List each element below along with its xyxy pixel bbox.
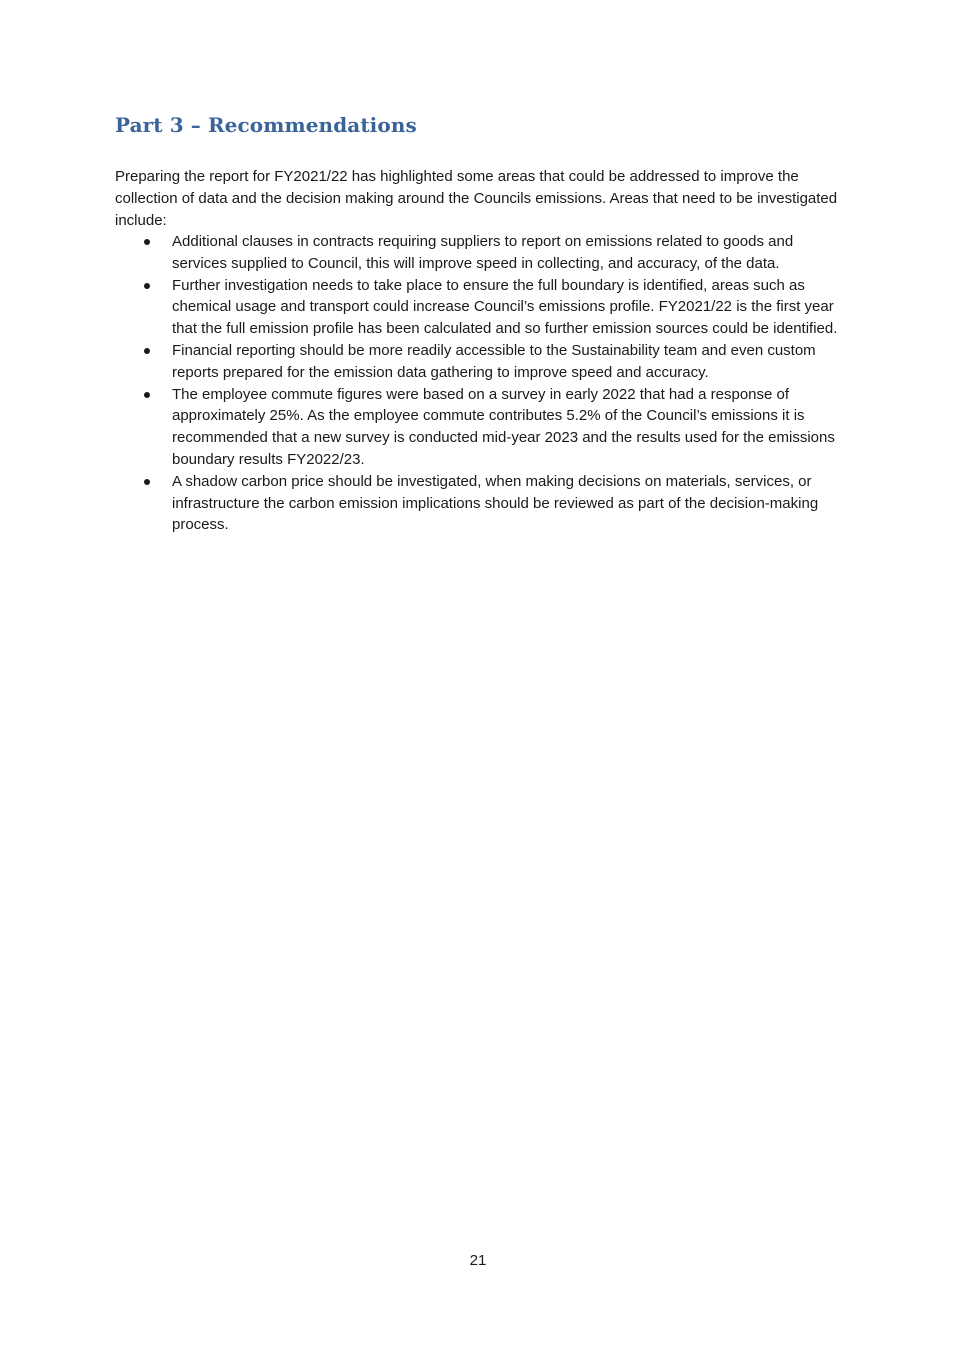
list-item xyxy=(115,384,845,471)
list-item xyxy=(115,231,845,275)
bullet-icon xyxy=(144,392,150,398)
list-item xyxy=(115,340,845,384)
page-number: 21 xyxy=(469,1252,487,1269)
list-item-text: Additional clauses in contracts requiring suppliers to report on emissions related to goods and services supplied to Council, this will improve speed in collecting, and accuracy, of the data. xyxy=(172,233,794,272)
list-item xyxy=(115,275,845,340)
intro-paragraph: Preparing the report for FY2021/22 has highlighted some areas that could be addressed to improve the collection of data and the decision making around the Councils emissions. Areas that need to be investigated include: xyxy=(115,168,838,229)
list-item-text: Further investigation needs to take place to ensure the full boundary is identified, areas such as chemical usage and transport could increase Council’s emissions profile. FY2021/22 is the first year that the full emission profile has been calculated and so further emission sources could be identified. xyxy=(172,276,838,338)
list-item-text: The employee commute figures were based on a survey in early 2022 that had a response of approximately 25%. As the employee commute contributes 5.2% of the Council’s emissions it is recommended that a new survey is conducted mid-year 2023 and the results used for the emissions boundary results FY2022/23. xyxy=(172,385,835,468)
list-item-text: Financial reporting should be more readily accessible to the Sustainability team and even custom reports prepared for the emission data gathering to improve speed and accuracy. xyxy=(172,341,816,381)
list-item xyxy=(115,471,845,536)
recommendations-list xyxy=(115,231,845,536)
bullet-icon xyxy=(144,348,150,354)
bullet-icon xyxy=(144,239,150,245)
bullet-icon xyxy=(144,479,150,485)
section-heading: Part 3 – Recommendations xyxy=(115,113,417,137)
bullet-icon xyxy=(144,283,150,289)
list-item-text: A shadow carbon price should be investigated, when making decisions on materials, services, or infrastructure the carbon emission implications should be reviewed as part of the decision-making process. xyxy=(172,472,819,534)
